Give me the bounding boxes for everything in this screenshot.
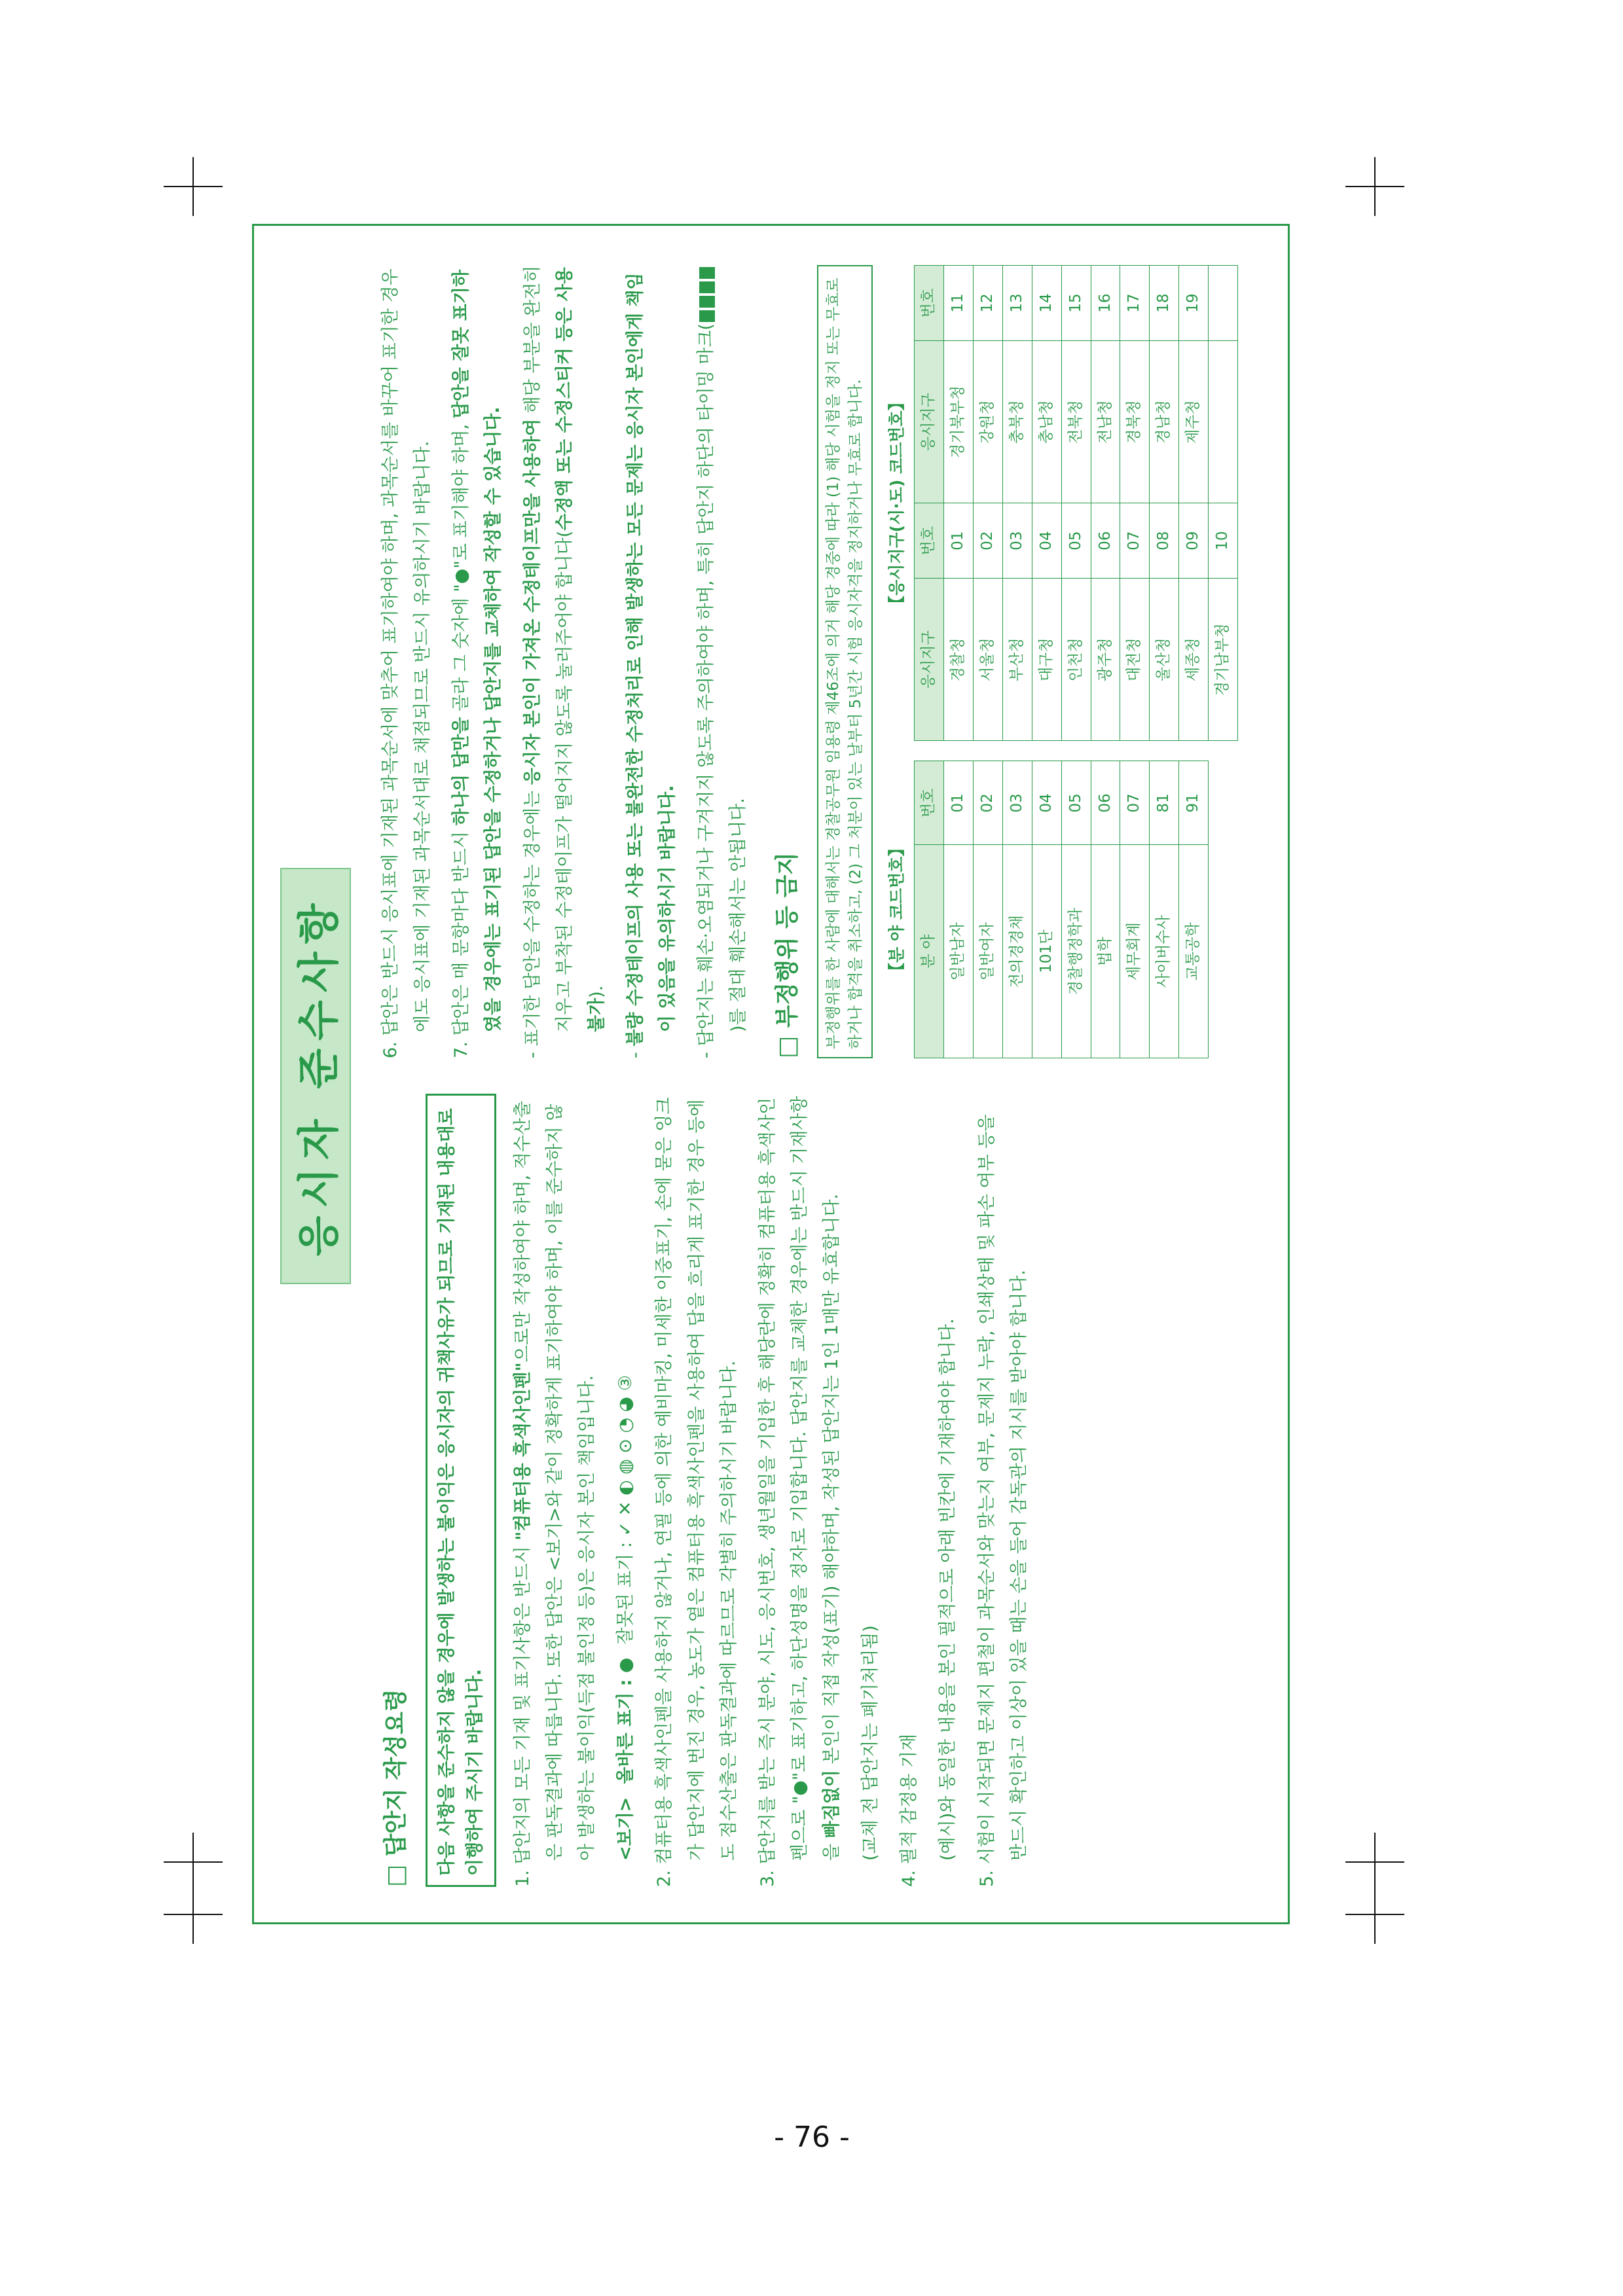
- table-row: 일반여자 02: [974, 761, 1003, 1058]
- notice-box: 다음 사항을 준수하지 않을 경우에 발생하는 불이익은 응시자의 귀책사유가 되므로 기재된 내용대로 이행하여 주시기 바랍니다.: [426, 1094, 496, 1887]
- crop-mark-left-2: [164, 1885, 223, 1944]
- table-row: 교통공학 91: [1179, 761, 1209, 1058]
- item-1: 1. 답안지의 모든 기재 및 표기사항은 반드시 "컴퓨터용 흑색사인펜"으로만 작성하여야 하며, 적수산출은 판독결과에 따릅니다. 또한 답안은 <보기>와 같이 정확하게 표기하여야 하며, 이를 준수하지 않아 발생하는 불이익(득점 불인정 등)은 응시자 본인 책임입니다.: [512, 1101, 598, 1887]
- table-header: 응시지구: [915, 579, 944, 741]
- item-4-sub: (예시)와 동일한 내용을 본인 필적으로 아래 빈칸에 기재하여야 합니다.: [938, 1318, 958, 1861]
- table-row: 법학 06: [1091, 761, 1120, 1058]
- timing-mark-icon: [699, 267, 715, 279]
- table-header: 번호: [915, 761, 944, 845]
- correct-mark-example: 올바른 표기 : ●: [615, 1657, 636, 1784]
- table-row: 경찰청 01 경기북부청 11: [944, 266, 974, 741]
- table-row: 세무회계 07: [1120, 761, 1150, 1058]
- timing-mark-icon: [699, 296, 715, 308]
- table-header: 분 야: [915, 845, 944, 1058]
- page-number: - 76 -: [774, 2121, 850, 2154]
- crop-mark-right-1: [1345, 1833, 1404, 1892]
- marking-example: <보기>올바른 표기 : ●잘못된 표기 : ✓ ✕ ◐ ◍ ⊙ ◔ ◕ ③: [615, 1374, 636, 1861]
- page-frame: [252, 224, 1290, 1924]
- table-header: 응시지구: [915, 340, 944, 503]
- field-code-table-wrap: [882, 761, 1209, 1058]
- left-column: [374, 1094, 1238, 1887]
- page-title: 응시자 준수사항: [280, 868, 351, 1283]
- timing-mark-icon: [699, 310, 715, 322]
- table-header: 번호: [915, 503, 944, 579]
- field-code-caption: 【분 야 코드번호】: [886, 840, 906, 979]
- dash-item-1: - 표기한 답안을 수정하는 경우에는 응시자 본인이 가져온 수정테이프만을 사용하여 해당 부분을 완전히 지우고 부착된 수정테이프가 떨어지지 않도록 눌러주어야 합니다(수정액 또는 수정스티커 등은 사용 불가).: [522, 265, 607, 1058]
- table-row: 대전청 07 경북청 17: [1120, 266, 1150, 741]
- table-row: 광주청 06 전남청 16: [1091, 266, 1120, 741]
- field-code-table: [914, 761, 1209, 1058]
- timing-mark-icon: [699, 281, 715, 293]
- item-2: 2. 컴퓨터용 흑색사인펜을 사용하지 않거나, 연필 등에 의한 예비마킹, 미세한 이중표기, 손에 묻은 잉크가 답안지에 번진 경우, 농도가 옅은 컴퓨터용 흑색사인펜을 사용하여 답을 흐리게 표기한 경우 등에도 점수산출은 판독결과에 따르므로 각별히 주의하시기 바랍니다.: [654, 1097, 739, 1887]
- table-row: 일반남자 01: [944, 761, 974, 1058]
- table-row: 전의경경채 03: [1002, 761, 1032, 1058]
- crop-mark-right-2: [1345, 1885, 1404, 1944]
- table-row: 대구청 04 충남청 14: [1032, 266, 1061, 741]
- table-row: 경찰행정학과 05: [1061, 761, 1091, 1058]
- item-7: 7. 답안은 매 문항마다 반드시 하나의 답만을 골라 그 숫자에 "●"로 표기해야 하며, 답안을 잘못 표기하였을 경우에는 표기된 답안을 수정하거나 답안지를 교체하여 작성할 수 있습니다.: [451, 269, 504, 1058]
- table-row: 사이버수사 81: [1150, 761, 1179, 1058]
- section-answer-sheet-heading: □ 답안지 작성요령: [382, 1689, 409, 1887]
- item-3: 3. 답안지를 받는 즉시 분야, 시도, 응시번호, 생년월일을 기입한 후 해당란에 정확히 컴퓨터용 흑색사인펜으로 "●"로 표기하고, 하단성명을 정자로 기입합니다. 답안지를 교체한 경우에는 반드시 기재사항을 빠짐없이 본인이 직접 작성(표기) 해야하며, 작성된 답안지는 1인 1매만 유효합니다.: [757, 1096, 843, 1887]
- crop-mark-top-left: [164, 157, 223, 216]
- table-header: 번호: [915, 266, 944, 341]
- item-5: 5. 시험이 시작되면 문제지 편철이 과목순서와 맞는지 여부, 문제지 누락, 인쇄상태 및 파손 여부 등을 반드시 확인하고 이상이 있을 때는 손을 들어 감독관의 지시를 받아야 합니다.: [976, 1114, 1029, 1887]
- right-column: [374, 265, 1238, 1058]
- dash-item-2: - 불량 수정테이프의 사용 또는 불완전한 수정처리로 인해 발생하는 모든 문제는 응시자 본인에게 책임이 있음을 유의하시기 바랍니다.: [625, 272, 678, 1058]
- table-row: 서울청 02 강원청 12: [974, 266, 1003, 741]
- misconduct-note: 부정행위를 한 사람에 대해서는 경찰공무원 임용령 제46조에 의거 해당 경중에 따라 (1) 해당 시험을 정지 또는 무효로 하거나 합격을 취소하고, (2) 그 처분이 있는 날부터 5년간 시험 응시자격을 정지하거나 무효로 합니다.: [817, 265, 873, 1058]
- table-row: 101단 04: [1032, 761, 1061, 1058]
- section-misconduct-heading: □ 부정행위 등 금지: [774, 852, 801, 1058]
- item-6: 6. 답안은 반드시 응시표에 기재된 과목순서에 맞추어 표기하여야 하며, 과목순서를 바꾸어 표기한 경우에도 응시표에 기재된 과목순서대로 채점되므로 반드시 유의하시기 바랍니다.: [380, 268, 433, 1058]
- rotated-content: [254, 226, 1292, 1926]
- region-code-table: [914, 265, 1237, 741]
- region-code-table-wrap: [882, 265, 1238, 741]
- region-code-caption: 【응시지구(시·도) 코드번호】: [886, 394, 906, 612]
- table-row: 부산청 03 충북청 13: [1002, 266, 1032, 741]
- table-row: 경기남부청 10: [1208, 266, 1237, 741]
- item-3-note: (교체 전 답안지는 폐기처리됨): [860, 1625, 881, 1861]
- table-row: 인천청 05 전북청 15: [1061, 266, 1091, 741]
- table-row: 울산청 08 경남청 18: [1150, 266, 1179, 741]
- item-4: 4. 필적 감정용 기재: [899, 1733, 920, 1887]
- crop-mark-top-right: [1345, 157, 1404, 216]
- wrong-mark-example: 잘못된 표기 : ✓ ✕ ◐ ◍ ⊙ ◔ ◕ ③: [615, 1374, 636, 1645]
- table-row: 세종청 09 제주청 19: [1179, 266, 1209, 741]
- dash-item-3: - 답안지는 훼손·오염되거나 구겨지지 않도록 주의하여야 하며, 특히 답안지 하단의 타이밍 마크( )를 절대 훼손해서는 안됩니다.: [690, 265, 754, 1058]
- crop-mark-left-1: [164, 1833, 223, 1892]
